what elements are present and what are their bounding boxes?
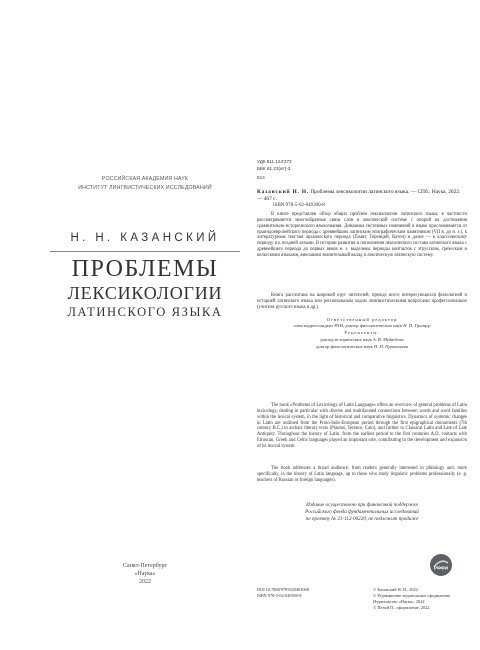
bib-author: Казанский Н. Н. [257, 189, 309, 195]
responsible-editor [257, 323, 467, 329]
reviewer-2 [257, 344, 467, 350]
reviewer-1 [257, 337, 467, 343]
identifiers [257, 587, 309, 599]
english-annotation-2: The book addresses a broad audience, from readers generally interested in philology and, more specifically, in the history of Latin language, up to those who study linguistic problems professionally (e. g. teachers of Russian or foreign languages). [257, 466, 467, 483]
rffi-logo [430, 554, 452, 576]
russian-annotation-2: Книга рассчитана на широкий круг читателей, прежде всего интересующихся филологией и историей латинского языка или региональным ходом лингвистическими вопросами профессионально (учителя русского языка и др.). [257, 293, 467, 310]
grant-line-3: по проекту № 21-112-00220, не подлежит продаже [305, 515, 419, 522]
udk-code: УДК 811.124'373 [257, 159, 292, 164]
imprint [50, 562, 240, 586]
org-line-institute: ИНСТИТУТ ЛИНГВИСТИЧЕСКИХ ИССЛЕДОВАНИЙ [78, 185, 212, 191]
colophon-page [240, 0, 480, 650]
isbn-top: ISBN 978-5-02-040300-8 [273, 203, 325, 208]
bbk-code: ББК 81.23(ит)-3 [257, 166, 291, 171]
book-title-line-1: ПРОБЛЕМЫ [71, 256, 219, 282]
imprint-year: 2022 [139, 579, 151, 585]
copyright-block [373, 587, 473, 611]
russian-annotation-1: В книге представлен обзор общих проблем лексикологии латинского языка, в частности рассматриваются многообразные связи слов в лексической системе с опорой на достижения сравнительно-исторического языкознания. Динамика системных изменений в языке прослеживается от праиндоевропейского периода с древнейшим латинским эпиграфическим памятником (VII в. до н. э.), к литературным текстам архаического периода (Плавт, Теренций, Катон) и далее — к классическому периоду и к поздней латыни. В истории развития и пополнения лексического состава латинского языка с древнейшего периода до первых веков н. э. выделены периоды контактов с этрусским, греческим и кельтскими языками, внесшими значительный вклад в лексическую латинскую систему. [257, 212, 467, 258]
org-line-academy: РОССИЙСКАЯ АКАДЕМИЯ НАУК [101, 176, 189, 182]
doi: DOI 10.7868/9785020403008 [257, 587, 309, 592]
bib-details: Проблемы лексикологии латинского языка. — СПб.: Наука, 2022. — 467 с. [257, 189, 461, 202]
title-divider [50, 251, 240, 252]
responsible-editor-name: Н. П. Гринцер [403, 323, 431, 328]
bibliographic-entry [257, 189, 467, 202]
organization [50, 175, 240, 193]
imprint-city: Санкт-Петербург [123, 563, 167, 569]
reviewers-heading: Рецензенты: [344, 330, 380, 335]
reviewer-2-name: Н. П. Прокопьева [373, 344, 409, 349]
reviewer-2-title: доктор филологических наук [315, 344, 373, 349]
isbn-bottom: ISBN 978-5-02-040300-8 [257, 593, 302, 598]
copyright-author: © Казанский Н. Н., 2022 [373, 587, 418, 592]
copyright-design: © Пелой П., оформление, 2022 [373, 605, 430, 610]
english-annotation-1: The book «Problems of Lexicology of Latin Language» offers an overview of general problems of Latin lexicology, dealing in particular with diverse and multifaceted connections between words and word families within the lexical system, in the light of historical and comparative linguistics. Dynamics of systemic changes in Latin are outlined from the Proto-Indo-European period through the first epigraphical monuments (7th century B.C.) to archaic literary texts (Plautus, Terence, Cato), and further to Classical Latin and Late of Late Antiquity. Throughout the history of Latin, from the earliest period to the first centuries A.D. contacts with Etruscan, Greek and Celtic languages played an important role, contributing to the development and expansion of its lexical system. [257, 403, 467, 449]
book-author: Н. Н. КАЗАНСКИЙ [70, 232, 220, 244]
responsible-editor-title: член-корреспондент РАН, доктор филологических наук [293, 323, 403, 328]
copyright-publisher: © Редакционно-издательское оформление. Издательство «Наука», 2022 [373, 593, 451, 604]
rffi-logo-text: РФФИ [433, 565, 449, 571]
imprint-publisher: «Наука» [134, 571, 156, 577]
book-title-line-3: ЛАТИНСКОГО ЯЗЫКА [67, 305, 223, 319]
grant-line-2: Российского фонда фундаментальных исследований [305, 508, 419, 515]
author-mark: К14 [257, 175, 265, 180]
reviewer-1-name: А. В. Медведева [372, 337, 404, 342]
responsible-editor-heading: Ответственный редактор [326, 317, 398, 322]
grant-line-1: Издание осуществлено при финансовой поддержке [306, 502, 418, 508]
reviewer-1-title: доктор исторических наук [320, 337, 372, 342]
grant-notice [257, 502, 467, 522]
book-title-line-2: ЛЕКСИКОЛОГИИ [67, 283, 223, 303]
